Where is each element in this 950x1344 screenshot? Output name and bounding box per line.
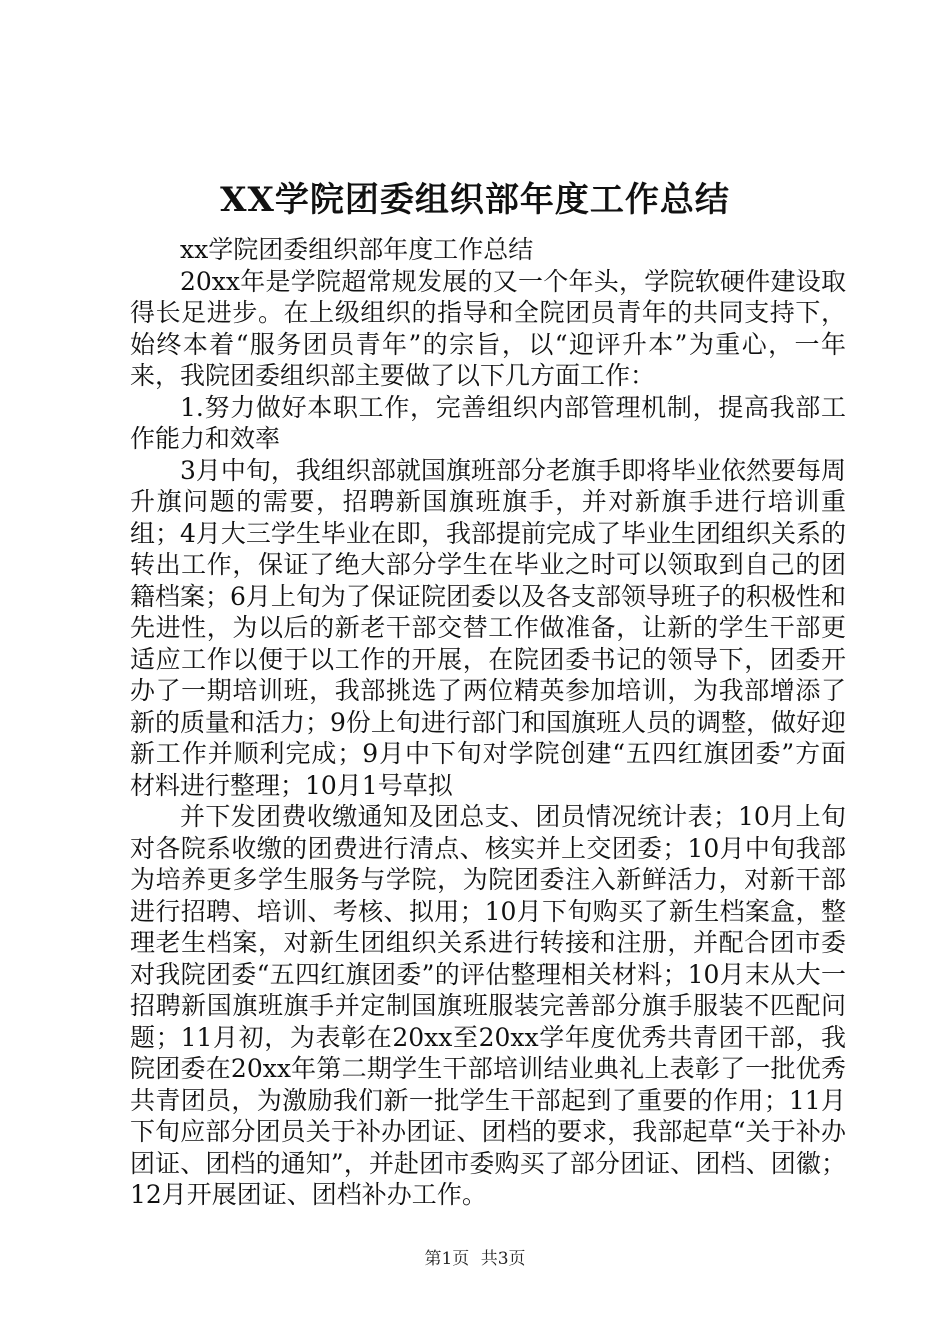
page-total: 共3页 bbox=[480, 1249, 526, 1269]
document-title: XX学院团委组织部年度工作总结 bbox=[220, 180, 730, 220]
document-body bbox=[130, 234, 846, 1211]
paragraph-body-2: 并下发团费收缴通知及团总支、团员情况统计表；10月上旬对各院系收缴的团费进行清点、核实并上交团委；10月中旬我部为培养更多学生服务与学院，为院团委注入新鲜活力，对新干部进行招聘、培训、考核、拟用；10月下旬购买了新生档案盒，整理老生档案，对新生团组织关系进行转接和注册，并配合团市委对我院团委“五四红旗团委”的评估整理相关材料；10月末从大一招聘新国旗班旗手并定制国旗班服装完善部分旗手服装不匹配问题；11月初，为表彰在20xx至20xx学年度优秀共青团干部，我院团委在20xx年第二期学生干部培训结业典礼上表彰了一批优秀共青团员，为激励我们新一批学生干部起到了重要的作用；11月下旬应部分团员关于补办团证、团档的要求，我部起草“关于补办团证、团档的通知”，并赴团市委购买了部分团证、团档、团徽；12月开展团证、团档补办工作。 bbox=[130, 802, 846, 1209]
paragraph-intro: 20xx年是学院超常规发展的又一个年头，学院软硬件建设取得长足进步。在上级组织的指导和全院团员青年的共同支持下，始终本着“服务团员青年”的宗旨，以“迎评升本”为重心，一年来，我院团委组织部主要做了以下几方面工作： bbox=[130, 266, 846, 390]
paragraph-subtitle: xx学院团委组织部年度工作总结 bbox=[180, 235, 534, 264]
page-footer bbox=[0, 1244, 950, 1269]
paragraph-section-heading: 1.努力做好本职工作，完善组织内部管理机制，提高我部工作能力和效率 bbox=[130, 392, 846, 453]
page-number: 第1页 bbox=[424, 1249, 470, 1269]
paragraph-body-1: 3月中旬，我组织部就国旗班部分老旗手即将毕业依然要每周升旗问题的需要，招聘新国旗班旗手，并对新旗手进行培训重组；4月大三学生毕业在即，我部提前完成了毕业生团组织关系的转出工作，保证了绝大部分学生在毕业之时可以领取到自己的团籍档案；6月上旬为了保证院团委以及各支部领导班子的积极性和先进性，为以后的新老干部交替工作做准备，让新的学生干部更适应工作以便于以工作的开展，在院团委书记的领导下，团委开办了一期培训班，我部挑选了两位精英参加培训，为我部增添了新的质量和活力；9份上旬进行部门和国旗班人员的调整，做好迎新工作并顺利完成；9月中下旬对学院创建“五四红旗团委”方面材料进行整理；10月1号草拟 bbox=[130, 455, 846, 800]
